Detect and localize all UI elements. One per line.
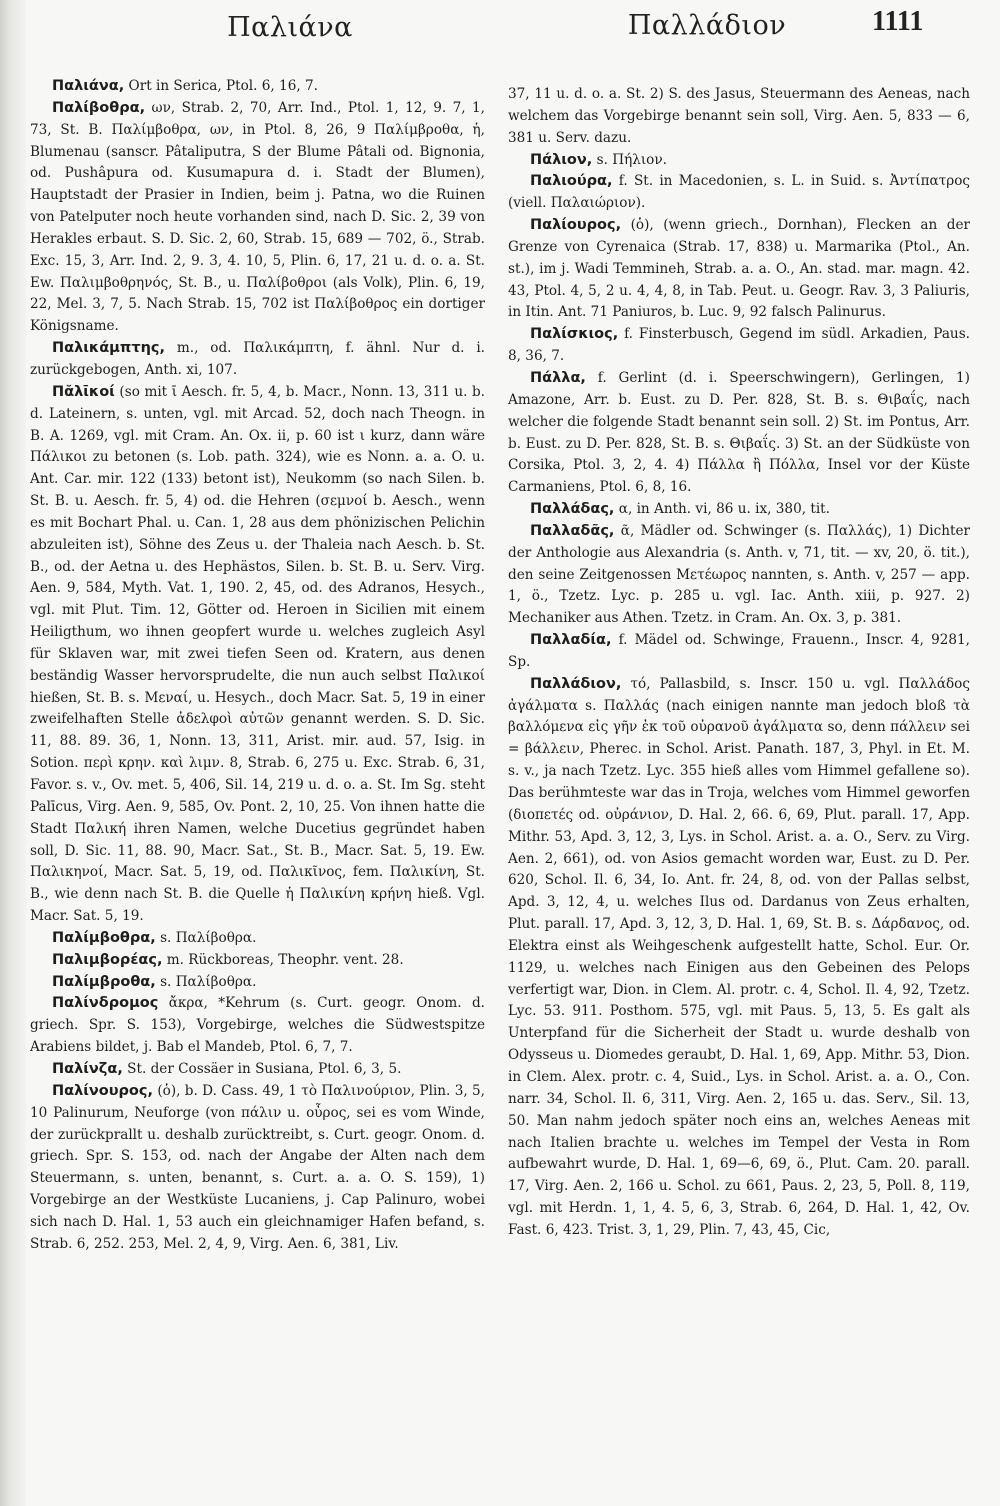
entry-text: Ort in Serica, Ptol. 6, 16, 7. [124, 78, 318, 94]
entry-text: s. Παλίβοθρα. [155, 929, 257, 946]
page-gutter-shadow [0, 0, 26, 1506]
dictionary-entry [508, 674, 970, 1242]
entry-text: α, in Anth. vi, 86 u. ix, 380, tit. [614, 501, 830, 518]
dictionary-entry [508, 499, 970, 521]
entry-text: ων, Strab. 2, 70, Arr. Ind., Ptol. 1, 12, 9. 7, 1, 73, St. B. Παλίμβοθρα, ων, in Ptol. 8, 26, 9 Παλίμβροθα, ἡ, Blumenau (sanscr. Pâtaliputra, S der Blume Pâtali od. Bignonia, od. Pushâpura od. Kusumapura d. i. Stadt der Blumen), Hauptstadt der Prasier in Indien, beim j. Patna, wo die Ruinen von Patelputer noch heute vorhanden sind, nach D. Sic. 2, 39 von Herakles erbaut. S. D. Sic. 2, 60, Strab. 15, 689 — 702, ö., Strab. Exc. 15, 3, Arr. Ind. 2, 9. 3, 4. 10, 5, Plin. 6, 17, 21 u. d. o. a. St. Ew. Παλιμβοθρηνός, St. B., u. Παλίβοθροι (als Volk), Plin. 6, 19, 22, Mel. 3, 7, 5. Nach Strab. 15, 702 ist Παλίβοθρος ein dortiger Königsname. [30, 99, 485, 335]
dictionary-entry [30, 1081, 485, 1256]
entry-text: τό, Pallasbild, s. Inscr. 150 u. vgl. Παλλάδος ἀγάλματα s. Παλλάς (nach einigen nannte man jedoch bloß τὰ βαλλόμενα εἰς γῆν ἐκ τοῦ οὐρανοῦ ἀγάλματα so, denn πάλλειν sei = βάλλειν, Pherec. in Schol. Arist. Panath. 187, 3, Phyl. in Et. M. s. v., ja nach Tzetz. Lyc. 355 hieß alles vom Himmel gefallene so). Das berühmteste war das in Troja, welches vom Himmel geworfen (διοπετές od. οὐράνιον, D. Hal. 2, 66. 6, 69, Plut. parall. 17, App. Mithr. 53, Apd. 3, 12, 3, Lys. in Schol. Arist. a. a. O., Serv. zu Virg. Aen. 2, 661), od. von Asios gemacht worden war, Eust. zu D. Per. 620, Schol. Il. 6, 34, Io. Ant. fr. 24, 8, od. von der Pallas selbst, Apd. 3, 12, 4, u. welches Ilus od. Dardanus von Zeus erhalten, Plut. parall. 17, Apd. 3, 12, 3, D. Hal. 1, 69, St. B. s. Δάρδανος, od. Elektra einst als Weihgeschenk aufgestellt hatte, Schol. Eur. Or. 1129, u. welches nach Einigen aus den Gebeinen des Pelops verfertigt war, Dion. in Clem. Al. protr. c. 4, Schol. Il. 4, 92, Tzetz. Lyc. 53. 911. Posthom. 575, vgl. mit Paus. 5, 13, 5. Es galt als Unterpfand für die Sicherheit der Stadt u. wurde deshalb von Odysseus u. Diomedes geraubt, D. Hal. 1, 69, App. Mithr. 53, Dion. in Clem. Alex. protr. c. 4, Suid., Lys. in Schol. Arist. a. a. O., Con. narr. 34, Schol. Il. 6, 311, Virg. Aen. 2, 165 u. das. Serv., Sil. 13, 50. Man nahm jedoch später noch eins an, welches Aeneas mit nach Italien brachte u. welches im Tempel der Vesta in Rom aufbewahrt wurde, D. Hal. 1, 69—6, 69, ö., Plut. Cam. 20. parall. 17, Virg. Aen. 2, 166 u. Schol. zu 661, Paus. 2, 23, 5, Poll. 8, 119, vgl. mit Herdn. 1, 1, 4. 5, 6, 3, Strab. 6, 264, D. Hal. 1, 42, Ov. Fast. 6, 423. Trist. 3, 1, 29, Plin. 7, 43, 45, Cic, [508, 675, 970, 1238]
entry-headword: Παλλαδᾶς, [530, 522, 615, 539]
entry-text: s. Παλίβοθρα. [155, 973, 257, 990]
dictionary-entry [30, 1059, 485, 1081]
dictionary-entry [508, 215, 970, 324]
entry-headword: Παλίουρος, [530, 217, 622, 234]
entry-headword: Πάλλα, [530, 369, 586, 386]
dictionary-entry [30, 98, 485, 338]
entry-text: m., od. Παλικάμπτη, f. ähnl. Nur d. i. zurückgebogen, Anth. xi, 107. [30, 340, 485, 378]
entry-headword: Παλλάδιον, [530, 675, 622, 692]
dictionary-entry [508, 84, 970, 150]
right-column [508, 84, 970, 1242]
dictionary-entry [30, 993, 485, 1059]
entry-text: 37, 11 u. d. o. a. St. 2) S. des Jasus, Steuermann des Aeneas, nach welchem das Vorgebirge benannt sein soll, Virg. Aen. 5, 833 — 6, 381 u. Serv. dazu. [508, 86, 970, 146]
entry-text: f. Finsterbusch, Gegend im südl. Arkadien, Paus. 8, 36, 7. [508, 326, 970, 365]
entry-text: (so mit ῑ Aesch. fr. 5, 4, b. Macr., Nonn. 13, 311 u. b. d. Lateinern, s. unten, vgl. mit Arcad. 52, doch nach Theogn. in B. A. 1269, vgl. mit Cram. An. Ox. ii, p. 60 ist ι kurz, dann wäre Πάλικοι zu betonen (s. Lob. path. 324), wie es Nonn. a. a. O. u. Ant. Car. mir. 122 (133) betont ist), Neukomm (so nach Silen. b. St. B. u. Aesch. fr. 5, 4) od. die Hehren (σεμνοί b. Aesch., wenn es mit Bochart Phal. u. Can. 1, 28 aus dem phönizischen Pelichin abzuleiten ist), Söhne des Zeus u. der Thaleia nach Aesch. b. St. B., od. der Aetna u. des Hephästos, Silen. b. St. B. u. Serv. Virg. Aen. 9, 584, Myth. Vat. 1, 190. 2, 45, od. des Adranos, Hesych., vgl. mit Plut. Tim. 12, Götter od. Heroen in Sicilien mit einem Heiligthum, wo ihnen geopfert wurde u. welches zugleich Asyl für Sklaven war, mit zwei tiefen Seen od. Kratern, aus denen beständig Wasser hervorsprudelte, die nun auch selbst Παλικοί hießen, St. B. s. Μεναί, u. Hesych., doch Macr. Sat. 5, 19 in einer zweifelhaften Stelle ἀδελφοὶ αὐτῶν genannt werden. S. D. Sic. 11, 88. 89. 36, 1, Nonn. 13, 311, Arist. mir. aud. 57, Isig. in Sotion. περὶ κρην. καὶ λιμν. 8, Strab. 6, 275 u. Exc. Strab. 6, 31, Favor. s. v., Ov. met. 5, 406, Sil. 14, 219 u. d. o. a. St. Im Sg. steht Palīcus, Virg. Aen. 9, 585, Ov. Pont. 2, 10, 25. Von ihnen hatte die Stadt Παλική ihren Namen, welche Ducetius gegründet haben soll, D. Sic. 11, 88. 90, Macr. Sat., St. B., Macr. Sat. 5, 19. Ew. Παλικηνοί, Macr. Sat. 5, 19, od. Παλικῖνος, fem. Παλικίνη, St. B., wie denn nach St. B. die Quelle ἡ Παλικίνη κρήνη hieß. Vgl. Macr. Sat. 5, 19. [30, 383, 485, 925]
entry-headword: Παλίνδρομος [52, 995, 159, 1012]
entry-headword: Παλίμβροθα, [52, 973, 156, 990]
entry-headword: Παλίνουρος, [52, 1082, 153, 1099]
entry-text: s. Πήλιον. [592, 151, 667, 168]
page-number: 1111 [872, 6, 924, 37]
entry-headword: Πᾰλῑκοί [52, 383, 115, 400]
entry-text: f. Gerlint (d. i. Speerschwingern), Gerlingen, 1) Amazone, Arr. b. Eust. zu D. Per. 828, St. B. s. Θιβαΐς, nach welcher die folgende Stadt benannt sein soll. 2) St. im Pontus, Arr. b. Eust. zu D. Per. 828, St. B. s. Θιβαΐς. 3) St. an der Südküste von Corsika, Ptol. 3, 2, 4. 4) Πάλλα ἢ Πόλλα, Insel vor der Küste Carmaniens, Ptol. 6, 8, 16. [508, 369, 970, 496]
dictionary-entry [508, 630, 970, 674]
entry-text: ᾶ, Mädler od. Schwinger (s. Παλλάς), 1) Dichter der Anthologie aus Alexandria (s. Anth. v, 71, tit. — xv, 20, ö. tit.), den seine Zeitgenossen Μετέωρος nannten, s. Anth. v, 257 — app. 1, ö., Tzetz. Lyc. p. 285 u. vgl. Iac. Anth. xiii, p. 927. 2) Mechaniker aus Athen. Tzetz. in Cram. An. Ox. 3, p. 381. [508, 522, 970, 627]
dictionary-entry [508, 171, 970, 215]
entry-headword: Παλλάδας, [530, 501, 615, 518]
dictionary-entry [508, 368, 970, 499]
dictionary-entry [30, 950, 485, 972]
entry-headword: Παλίβοθρα, [52, 99, 146, 116]
dictionary-entry [508, 324, 970, 368]
entry-headword: Παλιμβορέας, [52, 951, 163, 968]
entry-headword: Παλίσκιος, [530, 326, 619, 343]
entry-text: (ὁ), (wenn griech., Dornhan), Flecken an der Grenze von Cyrenaica (Strab. 17, 838) u. Marmarika (Ptol., An. st.), im j. Wadi Temmineh, Strab. a. a. O., An. stad. mar. magn. 42. 43, Ptol. 4, 5, 2 u. 4, 4, 8, in Tab. Peut. u. Geogr. Rav. 3, 3 Paliuris, in Itin. Ant. 71 Paniuros, b. Luc. 9, 92 falsch Palinurus. [508, 217, 970, 321]
entry-text: f. Mädel od. Schwinge, Frauenn., Inscr. 4, 9281, Sp. [508, 632, 970, 670]
entry-headword: Παλίνζα, [52, 1060, 123, 1077]
entry-text: St. der Cossäer in Susiana, Ptol. 6, 3, 5. [122, 1060, 402, 1077]
entry-headword: Παλικάμπτης, [52, 340, 166, 357]
entry-headword: Παλλαδία, [530, 632, 612, 649]
entry-text: ἄκρα, *Kehrum (s. Curt. geogr. Onom. d. griech. Spr. S. 153), Vorgebirge, welches die Südwestspitze Arabiens bildet, j. Bab el Mandeb, Ptol. 6, 7, 7. [30, 995, 485, 1056]
dictionary-entry [508, 521, 970, 630]
dictionary-entry [30, 338, 485, 382]
running-head-right: Παλλάδιον [627, 10, 787, 41]
dictionary-entry [30, 76, 485, 98]
dictionary-entry [30, 972, 485, 994]
entry-headword: Παλιούρα, [530, 173, 613, 190]
entry-headword: Παλίμβοθρα, [52, 929, 156, 946]
entry-text: m. Rückboreas, Theophr. vent. 28. [162, 951, 404, 968]
entry-headword: Παλιάνα, [52, 78, 125, 94]
entry-text: f. St. in Macedonien, s. L. in Suid. s. Ἀντίπατρος (viell. Παλαιώριον). [508, 173, 970, 212]
left-column [30, 76, 485, 1256]
dictionary-entry [30, 928, 485, 950]
entry-headword: Πάλιον, [530, 151, 593, 168]
dictionary-entry [508, 150, 970, 172]
running-head-left: Παλιάνα [227, 12, 353, 43]
entry-text: (ὁ), b. D. Cass. 49, 1 τὸ Παλινούριον, Plin. 3, 5, 10 Palinurum, Neuforge (von πάλιν u. οὖρος, sei es vom Winde, der zurückprallt u. deshalb zurücktreibt, s. Curt. geogr. Onom. d. griech. Spr. S. 153, od. nach der Angabe der Alten nach dem Steuermann, s. unten, benannt, s. Curt. a. a. O. S. 159), 1) Vorgebirge an der Westküste Lucaniens, j. Cap Palinuro, wobei sich nach D. Hal. 1, 53 auch ein gleichnamiger Hafen befand, s. Strab. 6, 252. 253, Mel. 2, 4, 9, Virg. Aen. 6, 381, Liv. [30, 1082, 485, 1252]
dictionary-entry [30, 382, 485, 928]
